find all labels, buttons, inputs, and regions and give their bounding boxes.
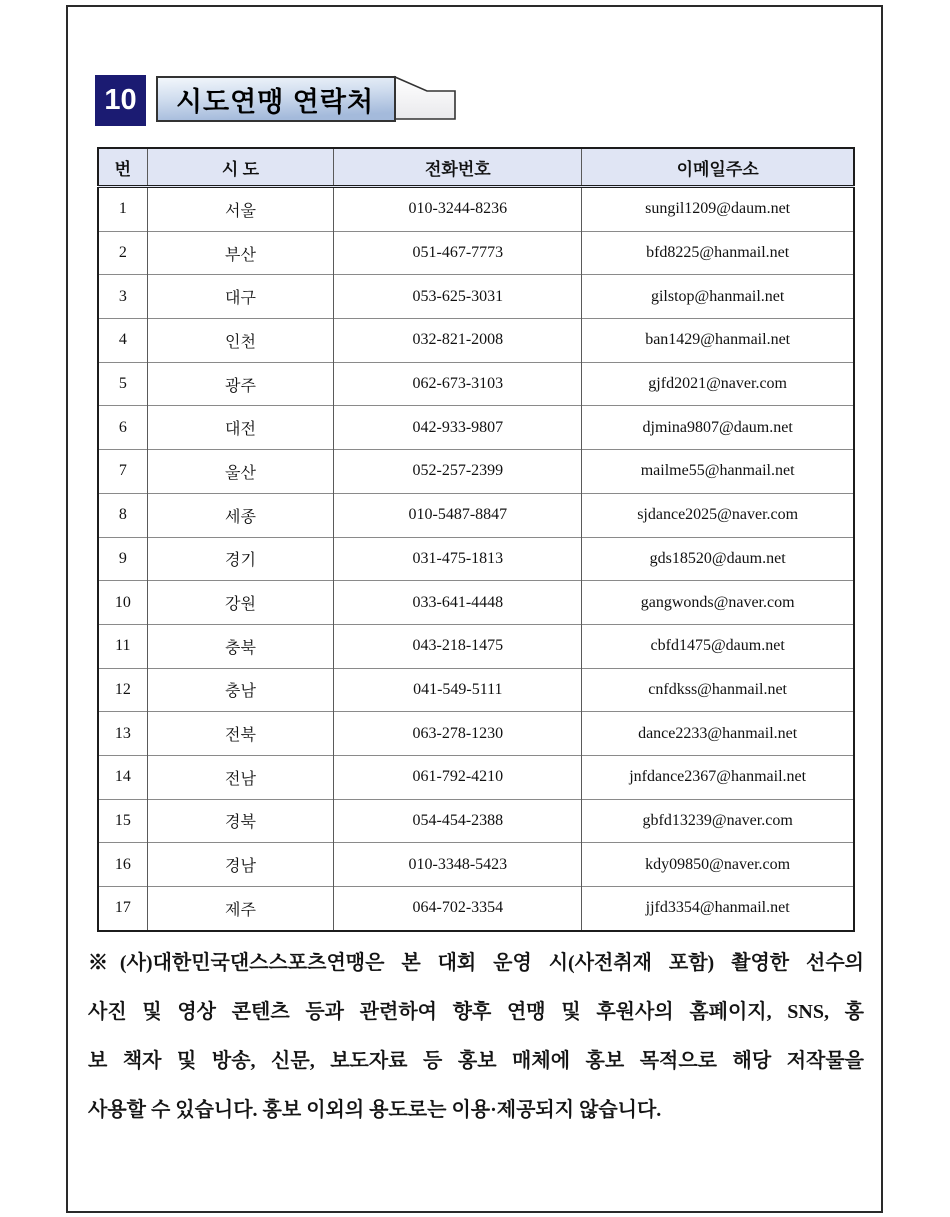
cell-no: 4 xyxy=(98,319,147,363)
cell-phone: 010-5487-8847 xyxy=(334,493,582,537)
cell-email: gbfd13239@naver.com xyxy=(582,799,854,843)
cell-region: 세종 xyxy=(147,493,334,537)
cell-region: 대전 xyxy=(147,406,334,450)
cell-phone: 063-278-1230 xyxy=(334,712,582,756)
notice-line: 사진 및 영상 콘텐츠 등과 관련하여 향후 연맹 및 후원사의 홈페이지, SNS, 홍 xyxy=(88,1001,864,1023)
cell-region: 경남 xyxy=(147,843,334,887)
table-row xyxy=(98,624,854,668)
table-row xyxy=(98,406,854,450)
cell-email: cbfd1475@daum.net xyxy=(582,624,854,668)
copyright-notice xyxy=(88,939,864,1135)
cell-email: gangwonds@naver.com xyxy=(582,581,854,625)
header-email: 이메일주소 xyxy=(582,148,854,187)
cell-no: 15 xyxy=(98,799,147,843)
cell-email: dance2233@hanmail.net xyxy=(582,712,854,756)
cell-phone: 054-454-2388 xyxy=(334,799,582,843)
table-row xyxy=(98,537,854,581)
cell-no: 7 xyxy=(98,450,147,494)
cell-email: ban1429@hanmail.net xyxy=(582,319,854,363)
cell-phone: 010-3348-5423 xyxy=(334,843,582,887)
cell-phone: 033-641-4448 xyxy=(334,581,582,625)
cell-phone: 043-218-1475 xyxy=(334,624,582,668)
cell-region: 강원 xyxy=(147,581,334,625)
cell-region: 경기 xyxy=(147,537,334,581)
cell-no: 5 xyxy=(98,362,147,406)
notice-line: ※(사)대한민국댄스스포츠연맹은 본 대회 운영 시(사전취재 포함) 촬영한 선수의 xyxy=(88,952,864,974)
section-number: 10 xyxy=(104,84,137,116)
cell-email: bfd8225@hanmail.net xyxy=(582,231,854,275)
table-row xyxy=(98,843,854,887)
cell-email: sjdance2025@naver.com xyxy=(582,493,854,537)
cell-email: mailme55@hanmail.net xyxy=(582,450,854,494)
cell-phone: 031-475-1813 xyxy=(334,537,582,581)
cell-no: 10 xyxy=(98,581,147,625)
cell-phone: 010-3244-8236 xyxy=(334,187,582,232)
cell-no: 17 xyxy=(98,887,147,931)
cell-email: gjfd2021@naver.com xyxy=(582,362,854,406)
cell-phone: 051-467-7773 xyxy=(334,231,582,275)
notice-line: 보 책자 및 방송, 신문, 보도자료 등 홍보 매체에 홍보 목적으로 해당 저작물을 xyxy=(88,1050,864,1072)
contact-table xyxy=(97,147,855,932)
cell-region: 대구 xyxy=(147,275,334,319)
document-page xyxy=(66,5,883,1213)
cell-no: 3 xyxy=(98,275,147,319)
cell-region: 경북 xyxy=(147,799,334,843)
cell-no: 14 xyxy=(98,755,147,799)
header-region: 시 도 xyxy=(147,148,334,187)
table-row xyxy=(98,319,854,363)
cell-region: 제주 xyxy=(147,887,334,931)
section-number-badge xyxy=(95,75,146,126)
cell-phone: 053-625-3031 xyxy=(334,275,582,319)
cell-region: 인천 xyxy=(147,319,334,363)
cell-no: 16 xyxy=(98,843,147,887)
cell-email: sungil1209@daum.net xyxy=(582,187,854,232)
table-row xyxy=(98,362,854,406)
table-body xyxy=(98,187,854,931)
section-title: 시도연맹 연락처 xyxy=(175,86,375,117)
cell-email: gds18520@daum.net xyxy=(582,537,854,581)
cell-no: 1 xyxy=(98,187,147,232)
cell-phone: 032-821-2008 xyxy=(334,319,582,363)
table-row xyxy=(98,493,854,537)
header-no: 번 xyxy=(98,148,147,187)
cell-email: jjfd3354@hanmail.net xyxy=(582,887,854,931)
table-row xyxy=(98,231,854,275)
table-row xyxy=(98,581,854,625)
cell-phone: 062-673-3103 xyxy=(334,362,582,406)
cell-no: 11 xyxy=(98,624,147,668)
cell-no: 9 xyxy=(98,537,147,581)
table-row xyxy=(98,712,854,756)
notice-line: 사용할 수 있습니다. 홍보 이외의 용도로는 이용·제공되지 않습니다. xyxy=(88,1099,662,1121)
cell-no: 8 xyxy=(98,493,147,537)
cell-email: kdy09850@naver.com xyxy=(582,843,854,887)
cell-email: jnfdance2367@hanmail.net xyxy=(582,755,854,799)
table-header-row xyxy=(98,148,854,187)
cell-region: 울산 xyxy=(147,450,334,494)
cell-no: 12 xyxy=(98,668,147,712)
table-row xyxy=(98,275,854,319)
cell-no: 6 xyxy=(98,406,147,450)
table-header xyxy=(98,148,854,187)
cell-region: 광주 xyxy=(147,362,334,406)
cell-phone: 064-702-3354 xyxy=(334,887,582,931)
cell-email: gilstop@hanmail.net xyxy=(582,275,854,319)
cell-no: 13 xyxy=(98,712,147,756)
table-row xyxy=(98,187,854,232)
cell-phone: 052-257-2399 xyxy=(334,450,582,494)
cell-phone: 042-933-9807 xyxy=(334,406,582,450)
table-row xyxy=(98,450,854,494)
cell-email: cnfdkss@hanmail.net xyxy=(582,668,854,712)
header-phone: 전화번호 xyxy=(334,148,582,187)
cell-region: 전북 xyxy=(147,712,334,756)
cell-phone: 041-549-5111 xyxy=(334,668,582,712)
cell-region: 부산 xyxy=(147,231,334,275)
cell-region: 전남 xyxy=(147,755,334,799)
section-title-banner xyxy=(155,69,461,129)
table-row xyxy=(98,799,854,843)
cell-email: djmina9807@daum.net xyxy=(582,406,854,450)
table-row xyxy=(98,887,854,931)
table-row xyxy=(98,755,854,799)
table-row xyxy=(98,668,854,712)
cell-region: 충북 xyxy=(147,624,334,668)
cell-phone: 061-792-4210 xyxy=(334,755,582,799)
cell-no: 2 xyxy=(98,231,147,275)
cell-region: 서울 xyxy=(147,187,334,232)
cell-region: 충남 xyxy=(147,668,334,712)
